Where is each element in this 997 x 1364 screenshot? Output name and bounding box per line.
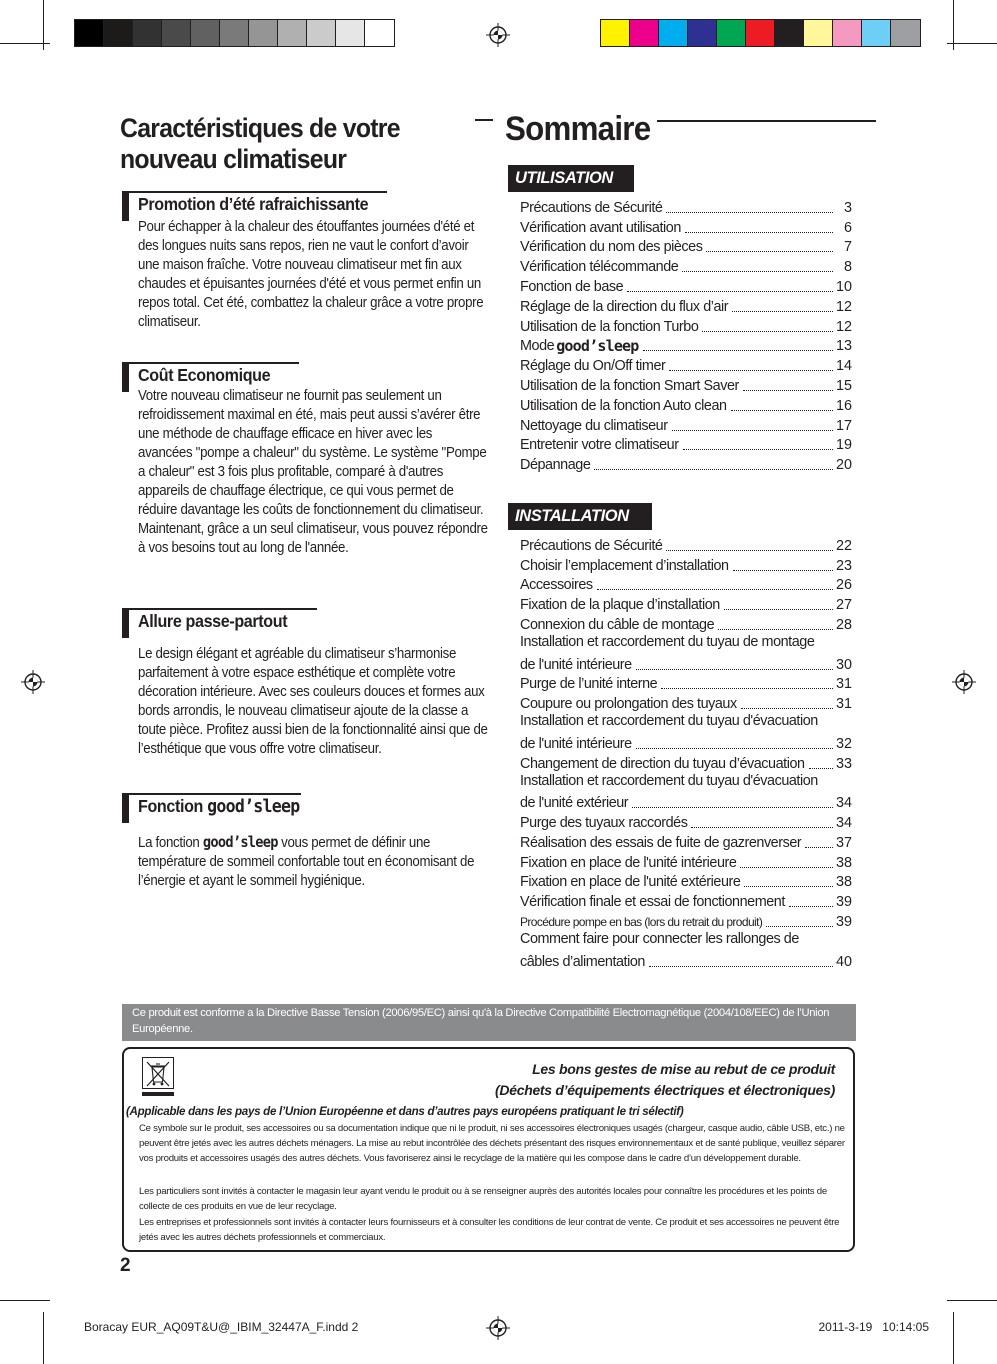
toc-leader-dots	[661, 688, 833, 689]
toc-leader-dots	[743, 390, 833, 391]
section-body: Le design élégant et agréable du climatiseur s’harmonise parfaitement à votre espace esthétique et complète votre décoration intérieure. Avec ses couleurs douces et formes aux bords arrondis, le nouveau climatiseur ajoute de la classe a toute pièce. Profitez aussi bien de la fonctionnalité ainsi que de l’esthétique que vous offre votre climatiseur.	[138, 646, 488, 757]
toc-entry	[520, 555, 852, 575]
good-sleep-logo: good’sleep	[207, 796, 300, 817]
toc-entry-page: 19	[836, 437, 853, 454]
toc-entry-page: 6	[843, 219, 852, 236]
color-swatch	[862, 20, 891, 46]
toc-entry-label: Changement de direction du tuyau d’évacuation	[520, 755, 805, 772]
toc-list-utilisation	[520, 197, 852, 474]
registration-mark-icon	[486, 23, 510, 47]
toc-entry-page: 32	[836, 735, 853, 752]
toc-entry-label: Dépannage	[520, 457, 591, 474]
crop-mark	[953, 0, 954, 50]
toc-leader-dots	[731, 410, 833, 411]
toc-leader-dots	[636, 748, 833, 749]
color-swatch	[336, 20, 365, 46]
toc-entry	[520, 733, 852, 753]
toc-entry-label: Nettoyage du climatiseur	[520, 417, 668, 434]
toc-leader-dots	[702, 331, 833, 332]
toc-entry	[520, 674, 852, 694]
toc-entry-page: 13	[836, 338, 853, 355]
toc-entry-label: Connexion du câble de montage	[520, 616, 715, 633]
toc-leader-dots	[682, 271, 833, 272]
toc-entry-label: de l'unité intérieure	[520, 735, 632, 752]
toc-entry-label: Installation et raccordement du tuyau de montage	[520, 633, 815, 650]
section-body: Votre nouveau climatiseur ne fournit pas seulement un refroidissement maximal en été, mais peut aussi s’avérer être une méthode de chauffage efficace en hiver avec les avancées "pompe a chaleur" du système. Le système "Pompe a chaleur" est 3 fois plus profitable, comparé à d'autres appareils de chauffage électrique, ce qui vous permet de réduire davantage les coûts de fonctionnement du climatiseur. Maintenant, grâce a un seul climatiseur, vous pouvez répondre à vos besoins tout au long de l'année.	[138, 388, 488, 556]
toc-entry	[520, 852, 852, 872]
toc-entry-label: Précautions de Sécurité	[520, 199, 663, 216]
toc-leader-dots	[789, 906, 833, 907]
toc-entry	[520, 654, 852, 674]
toc-entry-label: Purge de l’unité interne	[520, 676, 658, 693]
toc-entry-label: Choisir l’emplacement d’installation	[520, 557, 729, 574]
toc-entry	[520, 634, 852, 654]
toc-leader-dots	[691, 827, 833, 828]
toc-entry	[520, 454, 852, 474]
color-swatch	[133, 20, 162, 46]
toc-leader-dots	[597, 589, 833, 590]
conformity-notice: Ce produit est conforme a la Directive Basse Tension (2006/95/EC) ainsi qu'à la Directive Compatibilité Electromagnétique (2004/108/EEC) de l’Union Européenne.	[122, 1004, 856, 1041]
toc-entry	[520, 296, 852, 316]
weee-subtitle: (Applicable dans les pays de l’Union Européenne et dans d’autres pays européens pratiquant le tri sélectif)	[126, 1105, 684, 1118]
good-sleep-logo: good’sleep	[556, 337, 639, 356]
toc-entry-label: Réglage de la direction du flux d’air	[520, 298, 729, 315]
toc-entry-page: 40	[836, 953, 853, 970]
tab-label: INSTALLATION	[515, 507, 629, 525]
section-body	[138, 833, 488, 891]
toc-entry-page: 39	[836, 894, 853, 911]
page-title: Caractéristiques de votre nouveau climatiseur	[120, 113, 400, 174]
toc-leader-dots	[724, 609, 833, 610]
section-heading-text	[138, 796, 299, 817]
toc-entry	[520, 237, 852, 257]
color-swatch	[307, 20, 336, 46]
bin-underline	[142, 1092, 174, 1096]
toc-entry-page: 8	[843, 259, 852, 276]
toc-entry-page: 15	[836, 377, 853, 394]
toc-entry-label: Réglage du On/Off timer	[520, 358, 666, 375]
slug-timestamp: 2011-3-19 10:14:05	[818, 1320, 929, 1334]
toc-leader-dots	[666, 550, 833, 551]
toc-entry	[520, 832, 852, 852]
good-sleep-logo: good’sleep	[202, 833, 278, 851]
tab-label: UTILISATION	[515, 169, 613, 187]
toc-entry-page: 39	[836, 913, 853, 930]
toc-entry-page: 17	[836, 417, 853, 434]
color-swatch	[191, 20, 220, 46]
toc-entry	[520, 395, 852, 415]
toc-leader-dots	[632, 807, 833, 808]
grayscale-color-bar	[74, 19, 395, 47]
weee-title-line: (Déchets d’équipements électriques et électroniques)	[495, 1082, 835, 1098]
toc-leader-dots	[741, 708, 833, 709]
toc-entry-page: 34	[836, 814, 853, 831]
toc-entry-page: 23	[836, 557, 853, 574]
registration-mark-icon	[21, 670, 45, 694]
toc-tab-installation	[508, 503, 652, 530]
color-swatch	[220, 20, 249, 46]
toc-entry-label: Utilisation de la fonction Auto clean	[520, 397, 727, 414]
toc-leader-dots	[805, 847, 833, 848]
toc-entry	[520, 336, 852, 356]
toc-entry-label: câbles d’alimentation	[520, 953, 645, 970]
toc-entry-page: 30	[836, 656, 853, 673]
toc-entry	[520, 217, 852, 237]
section-heading-text: Coût Economique	[138, 365, 271, 385]
weee-title	[495, 1059, 835, 1101]
color-swatch	[75, 20, 104, 46]
toc-entry	[520, 614, 852, 634]
toc-leader-dots	[649, 966, 833, 967]
crop-mark	[0, 1300, 50, 1301]
slug-filename: Boracay EUR_AQ09T&U@_IBIM_32447A_F.indd 2	[84, 1320, 359, 1334]
crop-mark	[43, 0, 44, 50]
crop-mark	[947, 43, 997, 44]
toc-entry-label: Installation et raccordement du tuyau d'évacuation	[520, 713, 818, 730]
toc-entry	[520, 316, 852, 336]
toc-tab-utilisation	[508, 165, 634, 192]
toc-entry-label: de l'unité extérieur	[520, 795, 629, 812]
toc-entry-page: 26	[836, 577, 853, 594]
toc-entry	[520, 435, 852, 455]
crossed-out-bin-icon	[142, 1057, 174, 1089]
toc-leader-dots	[666, 212, 833, 213]
toc-entry-page: 34	[836, 795, 853, 812]
toc-entry-label: Vérification du nom des pièces	[520, 239, 703, 256]
crop-mark	[43, 1312, 44, 1364]
toc-entry-page: 22	[836, 537, 853, 554]
color-swatch	[659, 20, 688, 46]
toc-entry-label: Procédure pompe en bas (lors du retrait du produit)	[520, 914, 763, 929]
toc-title: Sommaire	[505, 110, 651, 148]
toc-entry	[520, 951, 852, 971]
toc-entry	[520, 693, 852, 713]
heading-prefix: Fonction	[138, 796, 204, 816]
page-number: 2	[120, 1255, 131, 1276]
toc-entry	[520, 256, 852, 276]
body-prefix: La fonction	[138, 835, 200, 851]
toc-entry	[520, 575, 852, 595]
toc-entry-page: 37	[836, 834, 853, 851]
process-color-bar	[600, 19, 921, 47]
toc-leader-dots	[643, 350, 833, 351]
toc-entry-page: 38	[836, 874, 853, 891]
toc-entry	[520, 812, 852, 832]
color-swatch	[746, 20, 775, 46]
section-heading-text: Allure passe-partout	[138, 611, 288, 631]
toc-entry	[520, 931, 852, 951]
toc-entry-label: Utilisation de la fonction Smart Saver	[520, 377, 739, 394]
color-swatch	[162, 20, 191, 46]
toc-entry-label: Entretenir votre climatiseur	[520, 437, 679, 454]
color-swatch	[891, 20, 920, 46]
registration-mark-icon	[486, 1316, 510, 1340]
color-swatch	[278, 20, 307, 46]
toc-list-installation	[520, 535, 852, 971]
toc-entry-label: Vérification télécommande	[520, 259, 679, 276]
toc-entry-label: Accessoires	[520, 577, 593, 594]
toc-entry-page: 12	[836, 318, 853, 335]
toc-leader-dots	[744, 886, 833, 887]
section-body: Pour échapper à la chaleur des étouffantes journées d'été et des longues nuits sans repos, rien ne vaut le confort d’avoir une maison fraîche. Votre nouveau climatiseur met fin aux chaudes et épuisantes journées d'été et vous permet enfin un repos total. Cet été, combattez la chaleur grâce a votre propre climatiseur.	[138, 219, 484, 330]
toc-entry-page: 20	[836, 457, 853, 474]
toc-leader-dots	[683, 449, 833, 450]
toc-entry-page: 12	[836, 298, 853, 315]
toc-entry-page: 38	[836, 854, 853, 871]
weee-paragraph: Les entreprises et professionnels sont invités à contacter leurs fournisseurs et à consulter les conditions de leur contrat de vente. Ce produit et ses accessoires ne peuvent être jetés avec les autres déchets professionnels et commerciaux.	[139, 1217, 840, 1244]
color-swatch	[804, 20, 833, 46]
toc-entry	[520, 375, 852, 395]
toc-entry-label: Mode	[520, 338, 555, 355]
toc-title-rule	[657, 120, 876, 122]
toc-entry-label: Réalisation des essais de fuite de gazrenverser	[520, 834, 802, 851]
color-swatch	[775, 20, 804, 46]
toc-entry	[520, 276, 852, 296]
toc-entry	[520, 594, 852, 614]
toc-leader-dots	[672, 430, 833, 431]
toc-leader-dots	[669, 370, 833, 371]
toc-entry-label: Fixation en place de l'unité extérieure	[520, 874, 741, 891]
toc-entry-page: 14	[836, 358, 853, 375]
toc-entry	[520, 713, 852, 733]
toc-entry-label: Fonction de base	[520, 278, 624, 295]
color-swatch	[717, 20, 746, 46]
toc-entry-label: Fixation en place de l'unité intérieure	[520, 854, 737, 871]
crop-mark	[947, 1300, 997, 1301]
toc-entry	[520, 415, 852, 435]
registration-mark-icon	[952, 670, 976, 694]
weee-paragraph: Ce symbole sur le produit, ses accessoires ou sa documentation indique que ni le produit, ni ses accessoires électroniques usagés (chargeur, casque audio, câble USB, etc.) ne peuvent être jetés avec les autres déchets ménagers. La mise au rebut incontrôlée des déchets présentant des risques environnementaux et de santé publique, veuillez séparer vos produits et accessoires usagés des autres déchets. Vous favoriserez ainsi le recyclage de la matière qui les compose dans le cadre d’un développement durable.	[139, 1123, 845, 1165]
toc-entry	[520, 872, 852, 892]
toc-entry-page: 3	[843, 199, 852, 216]
color-swatch	[601, 20, 630, 46]
body-text: vous permet de définir une température de sommeil confortable tout en économisant de l’énergie et ayant le sommeil hygiénique.	[138, 835, 475, 889]
toc-entry	[520, 753, 852, 773]
color-swatch	[688, 20, 717, 46]
toc-entry-page: 16	[836, 397, 853, 414]
toc-leader-dots	[706, 251, 833, 252]
toc-entry-page: 10	[836, 278, 853, 295]
toc-entry-label: Comment faire pour connecter les rallonges de	[520, 930, 799, 947]
weee-paragraph: Les particuliers sont invités à contacter le magasin leur ayant vendu le produit ou à se renseigner auprès des autorités locales pour connaître les procédures et les points de collecte de ces produits en vue de leur recyclage.	[139, 1186, 827, 1213]
toc-leader-dots	[685, 232, 833, 233]
toc-leader-dots	[766, 926, 833, 927]
toc-entry-label: Vérification avant utilisation	[520, 219, 681, 236]
section-heading-text: Promotion d’été rafraichissante	[138, 194, 369, 214]
toc-entry-label: Précautions de Sécurité	[520, 537, 663, 554]
toc-entry	[520, 535, 852, 555]
toc-entry-page: 27	[836, 597, 853, 614]
toc-entry	[520, 891, 852, 911]
color-swatch	[630, 20, 659, 46]
toc-leader-dots	[594, 469, 833, 470]
toc-entry-page: 31	[836, 676, 853, 693]
color-swatch	[365, 20, 394, 46]
toc-leader-dots	[627, 291, 833, 292]
toc-entry-page: 31	[836, 696, 853, 713]
toc-entry-label: Coupure ou prolongation des tuyaux	[520, 696, 737, 713]
toc-leader-dots	[809, 768, 833, 769]
weee-title-line: Les bons gestes de mise au rebut de ce produit	[532, 1061, 835, 1077]
toc-entry-label: Utilisation de la fonction Turbo	[520, 318, 699, 335]
toc-entry	[520, 355, 852, 375]
toc-leader-dots	[718, 629, 833, 630]
toc-entry	[520, 197, 852, 217]
toc-entry-label: de l'unité intérieure	[520, 656, 632, 673]
toc-leader-dots	[732, 311, 833, 312]
title-divider	[475, 119, 493, 121]
crop-mark	[953, 1312, 954, 1364]
toc-entry	[520, 792, 852, 812]
color-swatch	[833, 20, 862, 46]
toc-entry-label: Installation et raccordement du tuyau d'évacuation	[520, 772, 818, 789]
toc-entry-page: 33	[836, 755, 853, 772]
toc-entry	[520, 911, 852, 931]
toc-leader-dots	[740, 867, 833, 868]
toc-leader-dots	[733, 570, 833, 571]
toc-entry	[520, 773, 852, 793]
weee-notice-box	[122, 1047, 855, 1252]
toc-leader-dots	[636, 669, 833, 670]
toc-entry-page: 7	[843, 239, 852, 256]
toc-entry-label: Fixation de la plaque d’installation	[520, 597, 720, 614]
color-swatch	[104, 20, 133, 46]
toc-entry-label: Vérification finale et essai de fonctionnement	[520, 894, 785, 911]
toc-entry-label: Purge des tuyaux raccordés	[520, 814, 688, 831]
color-swatch	[249, 20, 278, 46]
toc-entry-page: 28	[836, 616, 853, 633]
